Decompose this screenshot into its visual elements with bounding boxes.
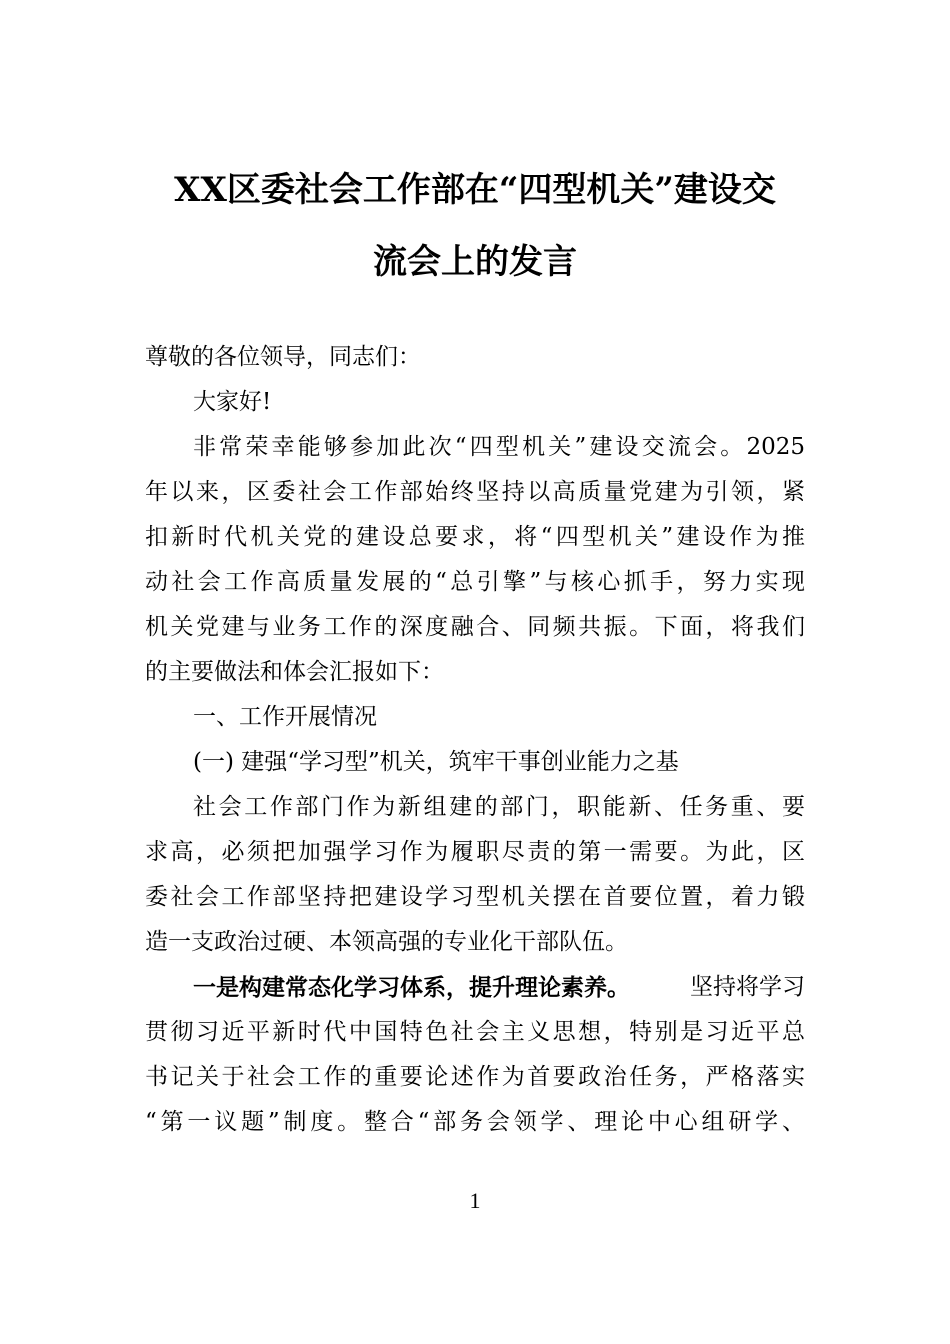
paragraph-line: 求高，必须把加强学习作为履职尽责的第一需要。为此，区 (145, 839, 805, 865)
intro-line: 的主要做法和体会汇报如下： (145, 659, 444, 685)
paragraph-line: 造一支政治过硬、本领高强的专业化干部队伍。 (145, 929, 628, 955)
intro-line: 年以来，区委社会工作部始终坚持以高质量党建为引领，紧 (145, 479, 805, 505)
paragraph-line: 贯彻习近平新时代中国特色社会主义思想，特别是习近平总 (145, 1019, 805, 1045)
document-title-line-2: 流会上的发言 (373, 242, 577, 282)
paragraph-line (145, 965, 805, 1010)
salutation: 尊敬的各位领导，同志们： (145, 344, 421, 370)
intro-line: 扣新时代机关党的建设总要求，将“四型机关”建设作为推 (145, 524, 805, 550)
section-heading: 一、工作开展情况 (193, 704, 377, 730)
page-number: 1 (469, 1188, 481, 1213)
paragraph-line: “第一议题”制度。整合“部务会领学、理论中心组研学、 (145, 1109, 805, 1135)
paragraph-line: 委社会工作部坚持把建设学习型机关摆在首要位置，着力锻 (145, 884, 805, 910)
document-title-line-1: XX区委社会工作部在“四型机关”建设交 (174, 170, 776, 210)
intro-line: 动社会工作高质量发展的“总引擎”与核心抓手，努力实现 (145, 569, 805, 595)
subsection-heading: (一) 建强“学习型”机关，筑牢干事创业能力之基 (193, 749, 679, 775)
paragraph-line: 社会工作部门作为新组建的部门，职能新、任务重、要 (193, 794, 805, 820)
bold-lead: 一是构建常态化学习体系，提升理论素养。 (193, 974, 630, 1001)
document-body (145, 335, 805, 1145)
greeting: 大家好! (193, 389, 272, 415)
paragraph-line: 书记关于社会工作的重要论述作为首要政治任务，严格落实 (145, 1064, 805, 1090)
intro-line: 机关党建与业务工作的深度融合、同频共振。下面，将我们 (145, 614, 805, 640)
intro-line: 非常荣幸能够参加此次“四型机关”建设交流会。2025 (193, 434, 805, 460)
paragraph-text: 坚持将学习 (690, 974, 805, 1000)
